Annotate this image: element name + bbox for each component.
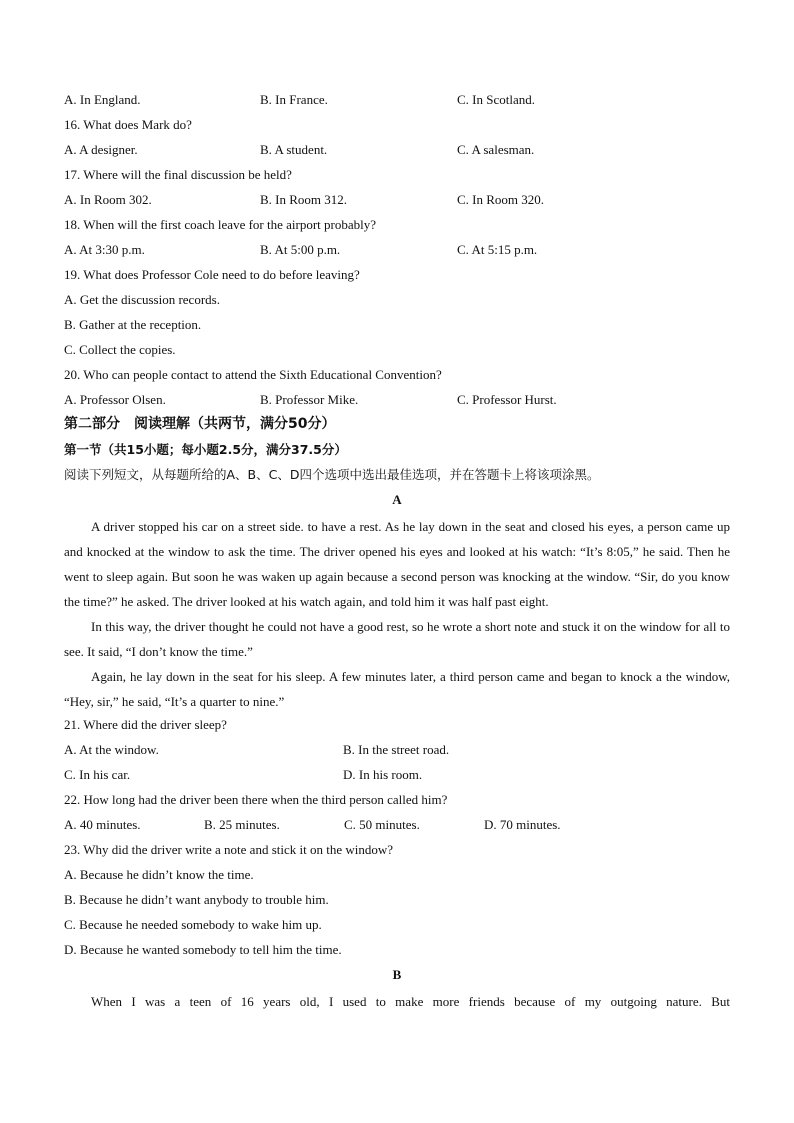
passage-b-label: B [392, 967, 402, 982]
q17-option-b: B. In Room 312. [260, 192, 348, 207]
q23-question: 23. Why did the driver write a note and stick it on the window? [64, 842, 394, 857]
passage-a-paragraph-2: In this way, the driver thought he could not have a good rest, so he wrote a short note and stuck it on the window for all to see. It said, “I don’t know the time.” [64, 619, 730, 659]
q22-question: 22. How long had the driver been there when the third person called him? [64, 792, 448, 807]
q19-option-c: C. Collect the copies. [64, 342, 176, 357]
q21-option-b: B. In the street road. [343, 742, 450, 757]
q19-option-a: A. Get the discussion records. [64, 292, 220, 307]
reading-instructions: 阅读下列短文，从每题所给的A、B、C、D四个选项中选出最佳选项，并在答题卡上将该项涂黑。 [64, 467, 600, 482]
q23-option-a: A. Because he didn’t know the time. [64, 867, 254, 882]
q15-option-c: C. In Scotland. [457, 92, 535, 107]
q20-option-b: B. Professor Mike. [260, 392, 359, 407]
q22-option-b: B. 25 minutes. [204, 817, 280, 832]
q15-options [64, 89, 730, 114]
q21-question: 21. Where did the driver sleep? [64, 717, 227, 732]
q18-option-b: B. At 5:00 p.m. [260, 242, 341, 257]
q21-option-d: D. In his room. [343, 767, 423, 782]
q16-option-a: A. A designer. [64, 142, 138, 157]
q16-options [64, 139, 730, 164]
q17-question: 17. Where will the final discussion be held? [64, 167, 292, 182]
q17-option-c: C. In Room 320. [457, 192, 545, 207]
q21-options-row1 [64, 739, 730, 764]
q17-option-a: A. In Room 302. [64, 192, 152, 207]
q20-option-c: C. Professor Hurst. [457, 392, 557, 407]
q22-options [64, 814, 730, 839]
q22-option-c: C. 50 minutes. [344, 817, 420, 832]
part2-title: 第二部分 阅读理解（共两节，满分50分） [64, 416, 336, 432]
q17-options [64, 189, 730, 214]
q15-option-a: A. In England. [64, 92, 141, 107]
q23-option-c: C. Because he needed somebody to wake him up. [64, 917, 322, 932]
q19-option-b: B. Gather at the reception. [64, 317, 202, 332]
q16-option-b: B. A student. [260, 142, 328, 157]
q21-options-row2 [64, 764, 730, 789]
q23-option-b: B. Because he didn’t want anybody to trouble him. [64, 892, 329, 907]
q18-option-a: A. At 3:30 p.m. [64, 242, 145, 257]
q16-question: 16. What does Mark do? [64, 117, 192, 132]
q20-question: 20. Who can people contact to attend the Sixth Educational Convention? [64, 367, 442, 382]
q21-option-a: A. At the window. [64, 742, 159, 757]
q20-options [64, 389, 730, 414]
q23-option-d: D. Because he wanted somebody to tell him the time. [64, 942, 342, 957]
q20-option-a: A. Professor Olsen. [64, 392, 166, 407]
passage-a-label: A [392, 492, 402, 507]
q22-option-d: D. 70 minutes. [484, 817, 561, 832]
q16-option-c: C. A salesman. [457, 142, 535, 157]
section1-title: 第一节（共15小题；每小题2.5分，满分37.5分） [64, 442, 347, 457]
q15-option-b: B. In France. [260, 92, 328, 107]
q18-question: 18. When will the first coach leave for the airport probably? [64, 217, 377, 232]
exam-page [64, 89, 730, 1014]
q21-option-c: C. In his car. [64, 767, 131, 782]
q19-question: 19. What does Professor Cole need to do before leaving? [64, 267, 360, 282]
passage-a-paragraph-1: A driver stopped his car on a street side. to have a rest. As he lay down in the seat and closed his eyes, a person came up and knocked at the window to ask the time. The driver opened his eyes and looked at his watch: “It’s 8:05,” he said. Then he went to sleep again. But soon he was waken up again because a second person was knocking at the window. “Sir, do you know the time?” he asked. The driver looked at his watch again, and told him it was half past eight. [64, 519, 730, 609]
q22-option-a: A. 40 minutes. [64, 817, 141, 832]
passage-b-first-line: When I was a teen of 16 years old, I used to make more friends because of my outgoing nature. But [91, 994, 730, 1009]
q18-option-c: C. At 5:15 p.m. [457, 242, 538, 257]
passage-a-paragraph-3: Again, he lay down in the seat for his sleep. A few minutes later, a third person came and began to knock a the window, “Hey, sir,” he said, “It’s a quarter to nine.” [64, 669, 730, 709]
q18-options [64, 239, 730, 264]
